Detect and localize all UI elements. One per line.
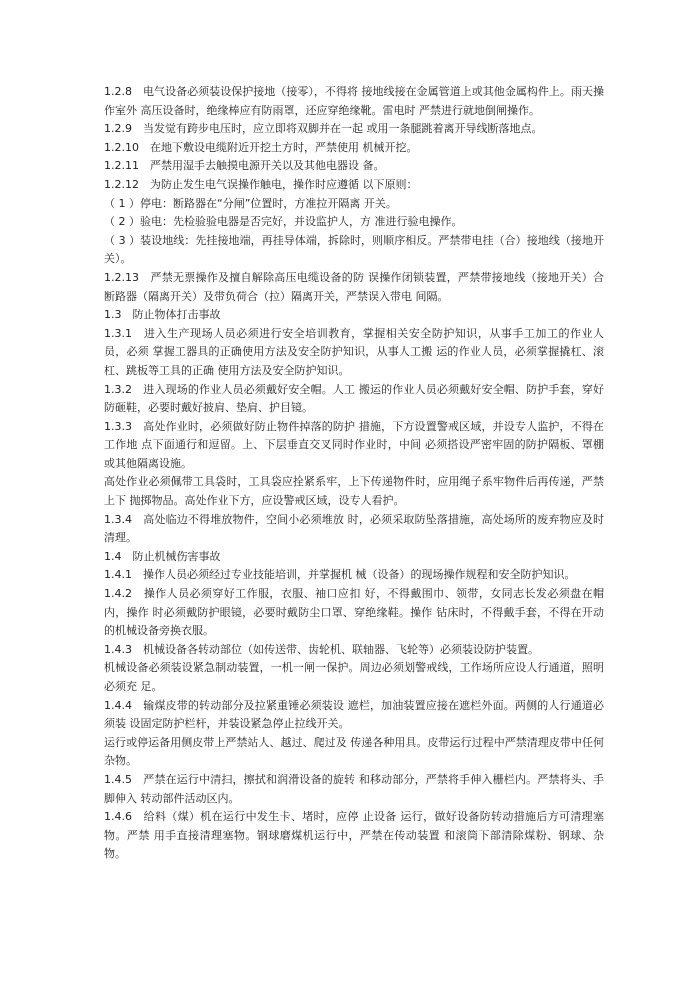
paragraph-1-2-12: 1.2.12 为防止发生电气误操作触电，操作时应遵循 以下原则： xyxy=(104,177,418,191)
paragraph-1-2-8: 1.2.8 电气设备必须装设保护接地（接零），不得将 接地线接在金属管道上或其他金属构件上。雨天操作室外 高压设备时，绝缘棒应有防雨罩，还应穿绝缘靴。雷电时 严禁进行就地倒闸操作。 xyxy=(104,85,604,117)
section-heading-1-4: 1.4 防止机械伤害事故 xyxy=(104,549,221,563)
document-body xyxy=(104,83,604,864)
paragraph-1-2-11: 1.2.11 严禁用湿手去触摸电源开关以及其他电器设 备。 xyxy=(104,159,385,173)
paragraph-1-3-4: 1.3.4 高处临边不得堆放物件，空间小必须堆放 时，必须采取防坠落措施，高处场所的废弃物应及时清理。 xyxy=(104,512,604,545)
paragraph-1-2-10: 1.2.10 在地下敷设电缆附近开挖土方时，严禁使用 机械开挖。 xyxy=(104,140,418,154)
paragraph-1-3-1: 1.3.1 进入生产现场人员必须进行安全培训教育，掌握相关安全防护知识，从事手工加工的作业人员，必须 掌握工器具的正确使用方法及安全防护知识，从事人工搬 运的作业人员，必须掌握撬杠、滚杠、跳板等工具的正确 使用方法及安全防护知识。 xyxy=(104,326,604,377)
list-item-grounding: （ 3 ）装设地线：先挂接地端，再挂导体端，拆除时，则顺序相反。严禁带电挂（合）接地线（接地开关）。 xyxy=(104,233,604,266)
paragraph-1-4-4-cont: 运行或停运备用侧皮带上严禁站人、越过、爬过及 传递各种用具。皮带运行过程中严禁清理皮带中任何杂物。 xyxy=(104,735,604,768)
paragraph-1-3-3-cont: 高处作业必须佩带工具袋时，工具袋应拴紧系牢，上下传递物件时，应用绳子系牢物件后再传递，严禁上下 抛掷物品。高处作业下方，应设警戒区域，设专人看护。 xyxy=(104,475,604,508)
paragraph-1-4-1: 1.4.1 操作人员必须经过专业技能培训，并掌握机 械（设备）的现场操作规程和安全防护知识。 xyxy=(104,568,576,582)
paragraph-1-3-2: 1.3.2 进入现场的作业人员必须戴好安全帽。人工 搬运的作业人员必须戴好安全帽、防护手套，穿好防砸鞋，必要时戴好披肩、垫肩、护目镜。 xyxy=(104,382,604,415)
list-item-power-off: （ 1 ）停电：断路器在“分闸”位置时，方准拉开隔离 开关。 xyxy=(104,196,397,210)
paragraph-1-2-13: 1.2.13 严禁无票操作及擅自解除高压电缆设备的防 误操作闭锁装置，严禁带接地线（接地开关）合断路器（隔离开关）及带负荷合（拉）隔离开关，严禁误入带电 间隔。 xyxy=(104,270,604,303)
paragraph-1-3-3: 1.3.3 高处作业时，必须做好防止物件掉落的防护 措施，下方设置警戒区域，并设专人监护，不得在工作地 点下面通行和逗留。上、下层垂直交叉同时作业时，中间 必须搭设严密牢固的防护隔板、罩棚或其他隔离设施。 xyxy=(104,419,604,470)
paragraph-1-4-3-cont: 机械设备必须装设紧急制动装置，一机一闸一保护。周边必须划警戒线，工作场所应设人行通道，照明必须充 足。 xyxy=(104,661,604,693)
section-heading-1-3: 1.3 防止物体打击事故 xyxy=(104,308,221,322)
paragraph-1-4-4: 1.4.4 输煤皮带的转动部分及拉紧重锤必须装设 遮栏，加油装置应接在遮栏外面。两侧的人行通道必须装 设固定防护栏杆，并装设紧急停止拉线开关。 xyxy=(104,698,604,731)
paragraph-1-4-3: 1.4.3 机械设备各转动部位（如传送带、齿轮机、联轴器、飞轮等）必须装设防护装置。 xyxy=(104,642,539,656)
paragraph-1-4-6: 1.4.6 给料（煤）机在运行中发生卡、堵时，应停 止设备 运行，做好设备防转动措施后方可清理塞物。严禁 用手直接清理塞物。钢球磨煤机运行中，严禁在传动装置 和滚筒下部清除煤粉、钢球、杂物。 xyxy=(104,810,604,861)
paragraph-1-2-9: 1.2.9 当发觉有跨步电压时，应立即将双脚并在一起 或用一条腿跳着离开导线断落地点。 xyxy=(104,122,543,136)
list-item-voltage-check: （ 2 ）验电：先检验验电器是否完好，并设监护人，方 准进行验电操作。 xyxy=(104,215,463,229)
paragraph-1-4-5: 1.4.5 严禁在运行中清扫，擦拭和润滑设备的旋转 和移动部分，严禁将手伸入栅栏内。严禁将头、手脚伸入 转动部件活动区内。 xyxy=(104,772,604,805)
paragraph-1-4-2: 1.4.2 操作人员必须穿好工作服，衣服、袖口应扣 好，不得戴围巾、领带，女同志长发必须盘在帽内，操作 时必须戴防护眼镜，必要时戴防尘口罩、穿绝缘鞋。操作 钻床时，不得戴手套，不得在开动的机械设备旁换衣服。 xyxy=(104,587,604,638)
